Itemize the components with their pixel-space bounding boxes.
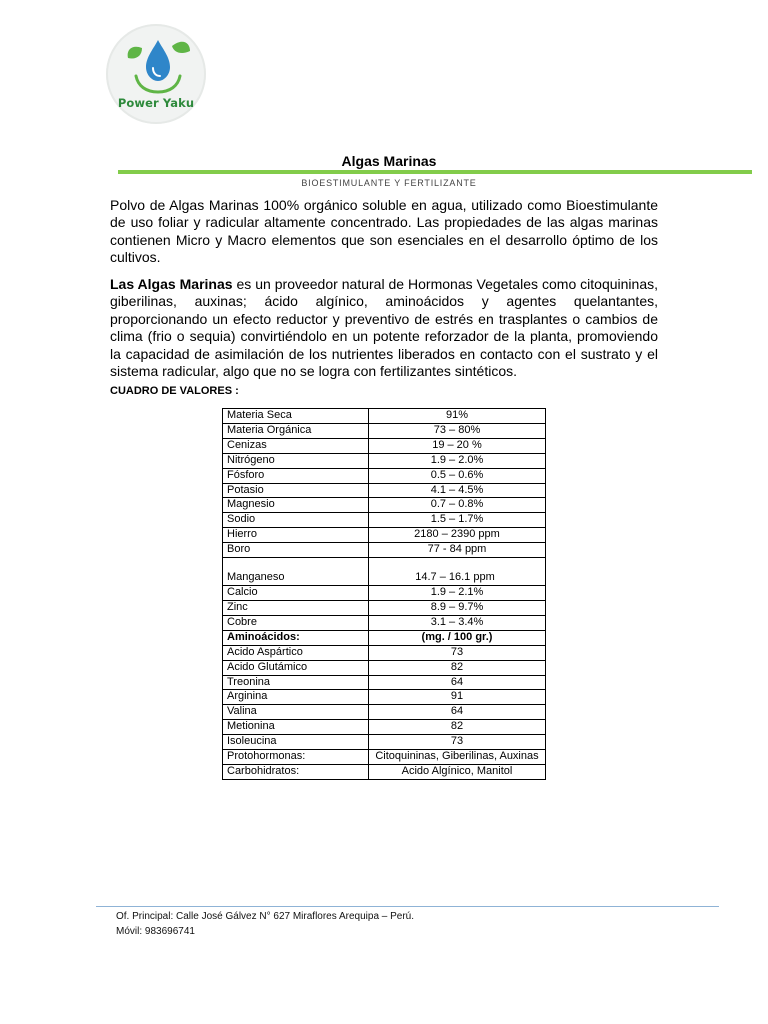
table-row <box>223 600 546 615</box>
table-row <box>223 423 546 438</box>
table-row <box>223 528 546 543</box>
footer-divider <box>96 906 719 907</box>
row-label: Manganeso <box>223 558 369 586</box>
body-paragraph <box>110 276 658 380</box>
title-divider <box>118 170 752 174</box>
row-label: Hierro <box>223 528 369 543</box>
row-label: Cobre <box>223 615 369 630</box>
row-label: Treonina <box>223 675 369 690</box>
intro-paragraph: Polvo de Algas Marinas 100% orgánico soluble en agua, utilizado como Bioestimulante de uso foliar y radicular altamente concentrado. Las propiedades de las algas marinas contienen Micro y Macro elementos que son esenciales en el desarrollo óptimo de los cultivos. <box>110 197 658 266</box>
table-row <box>223 660 546 675</box>
row-label: Magnesio <box>223 498 369 513</box>
footer-address: Of. Principal: Calle José Gálvez N° 627 Miraflores Arequipa – Perú. <box>116 911 415 922</box>
page-subtitle: BIOESTIMULANTE Y FERTILIZANTE <box>301 178 477 188</box>
row-label: Aminoácidos: <box>223 630 369 645</box>
table-row <box>223 720 546 735</box>
values-table <box>222 408 546 780</box>
table-row <box>223 750 546 765</box>
table-title: CUADRO DE VALORES : <box>110 385 239 397</box>
row-value: 77 - 84 ppm <box>369 543 546 558</box>
logo-text: Power Yaku <box>117 96 195 110</box>
row-label: Metionina <box>223 720 369 735</box>
footer-phone: Móvil: 983696741 <box>116 926 195 937</box>
table-row <box>223 675 546 690</box>
row-label: Potasio <box>223 483 369 498</box>
table-row <box>223 586 546 601</box>
table-row <box>223 705 546 720</box>
row-value: 8.9 – 9.7% <box>369 600 546 615</box>
row-value: 73 <box>369 645 546 660</box>
row-label: Fósforo <box>223 468 369 483</box>
row-value: 82 <box>369 660 546 675</box>
row-label: Zinc <box>223 600 369 615</box>
row-label: Valina <box>223 705 369 720</box>
row-value: 1.9 – 2.1% <box>369 586 546 601</box>
row-value: 91 <box>369 690 546 705</box>
body-text: es un proveedor natural de Hormonas Vegetales como citoquininas, giberilinas, auxinas; ácido algínico, aminoácidos y agentes quelantantes, proporcionando un efecto reductor y preventivo de estrés en trasplantes o cambios de clima (frio o sequia) convirtiéndolo en un potente reforzador de la planta, promoviendo la capacidad de asimilación de los nutrientes liberados en contacto con el sustrato y el sistema radicular, algo que no se logra con fertilizantes sintéticos. <box>110 276 659 380</box>
row-label: Sodio <box>223 513 369 528</box>
table-row <box>223 468 546 483</box>
row-label: Arginina <box>223 690 369 705</box>
row-value: 2180 – 2390 ppm <box>369 528 546 543</box>
row-value: 0.5 – 0.6% <box>369 468 546 483</box>
company-logo <box>106 24 206 124</box>
table-row <box>223 513 546 528</box>
table-row <box>223 543 546 558</box>
row-value: 3.1 – 3.4% <box>369 615 546 630</box>
body-lead: Las Algas Marinas <box>110 276 233 292</box>
row-label: Isoleucina <box>223 735 369 750</box>
row-value: 19 – 20 % <box>369 438 546 453</box>
row-label: Carbohidratos: <box>223 764 369 779</box>
row-value: 82 <box>369 720 546 735</box>
row-label: Acido Glutámico <box>223 660 369 675</box>
table-row <box>223 453 546 468</box>
row-label: Boro <box>223 543 369 558</box>
row-label: Protohormonas: <box>223 750 369 765</box>
row-label: Materia Orgánica <box>223 423 369 438</box>
row-value: 4.1 – 4.5% <box>369 483 546 498</box>
row-value: 14.7 – 16.1 ppm <box>369 558 546 586</box>
row-value: 91% <box>369 409 546 424</box>
row-label: Materia Seca <box>223 409 369 424</box>
row-label: Acido Aspártico <box>223 645 369 660</box>
row-label: Cenizas <box>223 438 369 453</box>
row-value: (mg. / 100 gr.) <box>369 630 546 645</box>
table-row <box>223 735 546 750</box>
row-value: Acido Algínico, Manitol <box>369 764 546 779</box>
row-value: 0.7 – 0.8% <box>369 498 546 513</box>
table-row <box>223 409 546 424</box>
row-value: 1.5 – 1.7% <box>369 513 546 528</box>
row-value: Citoquininas, Giberilinas, Auxinas <box>369 750 546 765</box>
table-row <box>223 645 546 660</box>
table-row <box>223 438 546 453</box>
row-value: 64 <box>369 705 546 720</box>
table-row <box>223 690 546 705</box>
row-value: 73 – 80% <box>369 423 546 438</box>
table-row <box>223 764 546 779</box>
row-value: 64 <box>369 675 546 690</box>
table-row <box>223 483 546 498</box>
page-title: Algas Marinas <box>341 153 437 169</box>
table-row <box>223 498 546 513</box>
row-label: Nitrógeno <box>223 453 369 468</box>
table-row <box>223 630 546 645</box>
row-value: 1.9 – 2.0% <box>369 453 546 468</box>
table-row <box>223 615 546 630</box>
table-row <box>223 558 546 586</box>
row-label: Calcio <box>223 586 369 601</box>
row-value: 73 <box>369 735 546 750</box>
